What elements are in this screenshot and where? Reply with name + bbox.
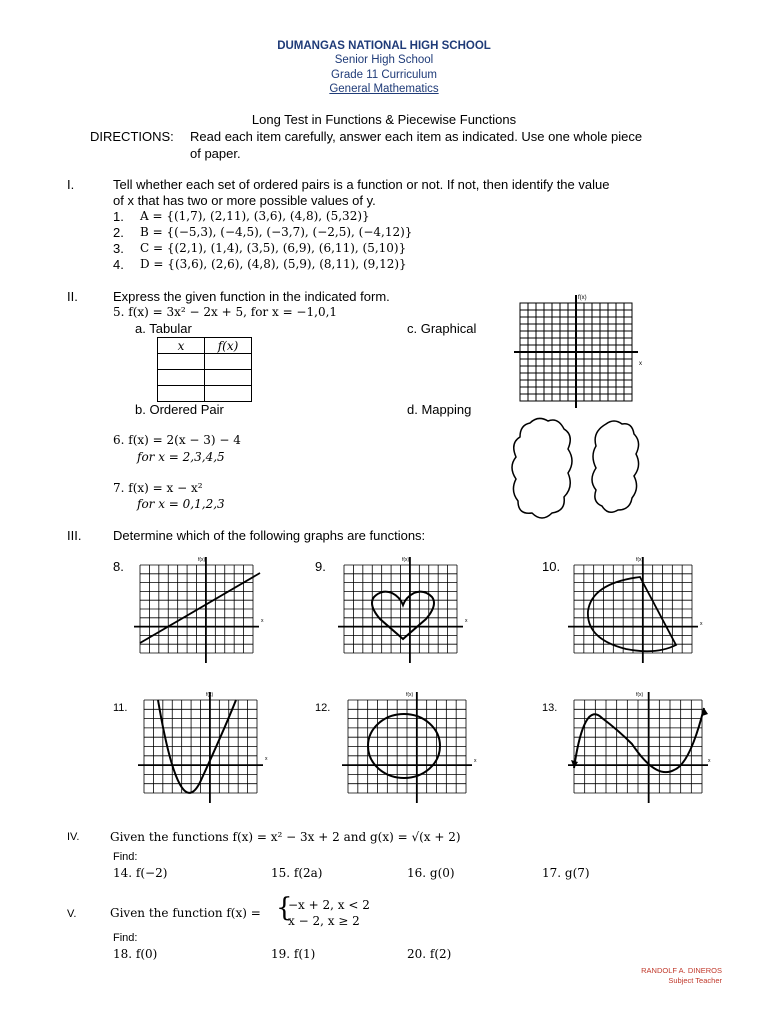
part5-instruction: Given the function f(x) = bbox=[110, 906, 261, 920]
teacher-name: RANDOLF A. DINEROS bbox=[641, 966, 722, 975]
table-cell bbox=[158, 354, 205, 370]
part3-numeral: III. bbox=[67, 528, 82, 543]
table-cell bbox=[205, 386, 252, 402]
item-18: 18. f(0) bbox=[113, 947, 158, 961]
table-cell bbox=[158, 370, 205, 386]
part1-instruction-1: Tell whether each set of ordered pairs is a function or not. If not, then identify the value bbox=[113, 177, 610, 192]
graph-11 bbox=[136, 690, 271, 805]
axis-fx-label: f(x) bbox=[406, 692, 414, 698]
item-4-number: 4. bbox=[113, 257, 124, 272]
mapping-cloud-domain bbox=[508, 415, 578, 525]
mapping-cloud-range bbox=[588, 418, 648, 518]
axis-fx-label: f(x) bbox=[402, 557, 410, 563]
graph-9-number: 9. bbox=[315, 559, 326, 574]
table-header-x: x bbox=[158, 338, 205, 354]
form-d-mapping: d. Mapping bbox=[407, 402, 472, 417]
graphical-answer-grid bbox=[512, 293, 642, 413]
item-6-function: 6. f(x) = 2(x − 3) − 4 bbox=[113, 433, 241, 447]
part4-numeral: IV. bbox=[67, 831, 80, 843]
graph-13-number: 13. bbox=[542, 702, 558, 714]
table-cell bbox=[205, 370, 252, 386]
item-15: 15. f(2a) bbox=[271, 866, 323, 880]
part4-instruction: Given the functions f(x) = x² − 3x + 2 and g(x) = √(x + 2) bbox=[110, 830, 461, 844]
axis-fx-label: f(x) bbox=[636, 557, 644, 563]
graph-curve bbox=[368, 714, 440, 778]
graph-x-label: x bbox=[639, 361, 642, 367]
grade-curriculum: Grade 11 Curriculum bbox=[331, 69, 437, 81]
school-level: Senior High School bbox=[334, 54, 434, 66]
axis-x-label: x bbox=[474, 758, 477, 764]
part4-find: Find: bbox=[113, 851, 138, 863]
item-14: 14. f(−2) bbox=[113, 866, 168, 880]
graph-10-number: 10. bbox=[542, 559, 561, 574]
graph-12-number: 12. bbox=[315, 702, 331, 714]
item-7-function: 7. f(x) = x − x² bbox=[113, 481, 203, 495]
piecewise-brace: { bbox=[276, 893, 293, 923]
part2-instruction: Express the given function in the indicated form. bbox=[113, 289, 390, 304]
item-4-set: D = {(3,6), (2,6), (4,8), (5,9), (8,11), (9,12)} bbox=[140, 257, 407, 271]
graph-8-number: 8. bbox=[113, 559, 124, 574]
axis-fx-label: f(x) bbox=[198, 557, 206, 563]
graph-12 bbox=[340, 690, 480, 805]
part5-numeral: V. bbox=[67, 908, 77, 920]
form-b-ordered-pair: b. Ordered Pair bbox=[135, 402, 224, 417]
graph-8 bbox=[132, 555, 267, 665]
axis-x-label: x bbox=[265, 756, 268, 762]
item-7-domain: for x = 0,1,2,3 bbox=[137, 497, 225, 511]
axis-x-label: x bbox=[465, 618, 468, 624]
piecewise-case-1: −x + 2, x < 2 bbox=[288, 898, 370, 912]
graph-fx-label: f(x) bbox=[578, 295, 587, 301]
subject-name: General Mathematics bbox=[329, 83, 439, 95]
directions-label: DIRECTIONS: bbox=[90, 129, 174, 144]
axis-x-label: x bbox=[261, 618, 264, 624]
item-20: 20. f(2) bbox=[407, 947, 452, 961]
item-3-number: 3. bbox=[113, 241, 124, 256]
tabular-table bbox=[157, 337, 252, 402]
school-name: DUMANGAS NATIONAL HIGH SCHOOL bbox=[277, 40, 491, 52]
part3-instruction: Determine which of the following graphs are functions: bbox=[113, 528, 426, 543]
directions-line2: of paper. bbox=[190, 146, 241, 161]
item-3-set: C = {(2,1), (1,4), (3,5), (6,9), (6,11), (5,10)} bbox=[140, 241, 407, 255]
directions-line1: Read each item carefully, answer each item as indicated. Use one whole piece bbox=[190, 129, 643, 144]
table-cell bbox=[158, 386, 205, 402]
part5-find: Find: bbox=[113, 932, 138, 944]
table-header-fx: f(x) bbox=[205, 338, 252, 354]
graph-13 bbox=[566, 690, 716, 805]
axis-fx-label: f(x) bbox=[206, 692, 214, 698]
graph-curve bbox=[574, 708, 704, 772]
axis-fx-label: f(x) bbox=[636, 692, 644, 698]
form-c-graphical: c. Graphical bbox=[407, 321, 477, 336]
item-19: 19. f(1) bbox=[271, 947, 316, 961]
item-1-set: A = {(1,7), (2,11), (3,6), (4,8), (5,32)} bbox=[140, 209, 370, 223]
item-2-number: 2. bbox=[113, 225, 124, 240]
item-1-number: 1. bbox=[113, 209, 124, 224]
item-2-set: B = {(−5,3), (−4,5), (−3,7), (−2,5), (−4,12)} bbox=[140, 225, 413, 239]
axis-x-label: x bbox=[708, 758, 711, 764]
graph-11-number: 11. bbox=[113, 702, 128, 714]
item-16: 16. g(0) bbox=[407, 866, 455, 880]
graph-9 bbox=[336, 555, 471, 665]
item-17: 17. g(7) bbox=[542, 866, 590, 880]
item-5-function: 5. f(x) = 3x² − 2x + 5, for x = −1,0,1 bbox=[113, 305, 338, 319]
form-a-tabular: a. Tabular bbox=[135, 321, 192, 336]
part1-numeral: I. bbox=[67, 177, 75, 192]
graph-10 bbox=[566, 555, 706, 665]
part2-numeral: II. bbox=[67, 289, 78, 304]
piecewise-case-2: x − 2, x ≥ 2 bbox=[288, 914, 360, 928]
axis-x-label: x bbox=[700, 621, 703, 627]
test-title: Long Test in Functions & Piecewise Functions bbox=[251, 112, 517, 127]
table-cell bbox=[205, 354, 252, 370]
item-6-domain: for x = 2,3,4,5 bbox=[137, 450, 225, 464]
teacher-role: Subject Teacher bbox=[668, 976, 722, 985]
graph-curve bbox=[140, 573, 260, 643]
part1-instruction-2: of x that has two or more possible values of y. bbox=[113, 193, 376, 208]
